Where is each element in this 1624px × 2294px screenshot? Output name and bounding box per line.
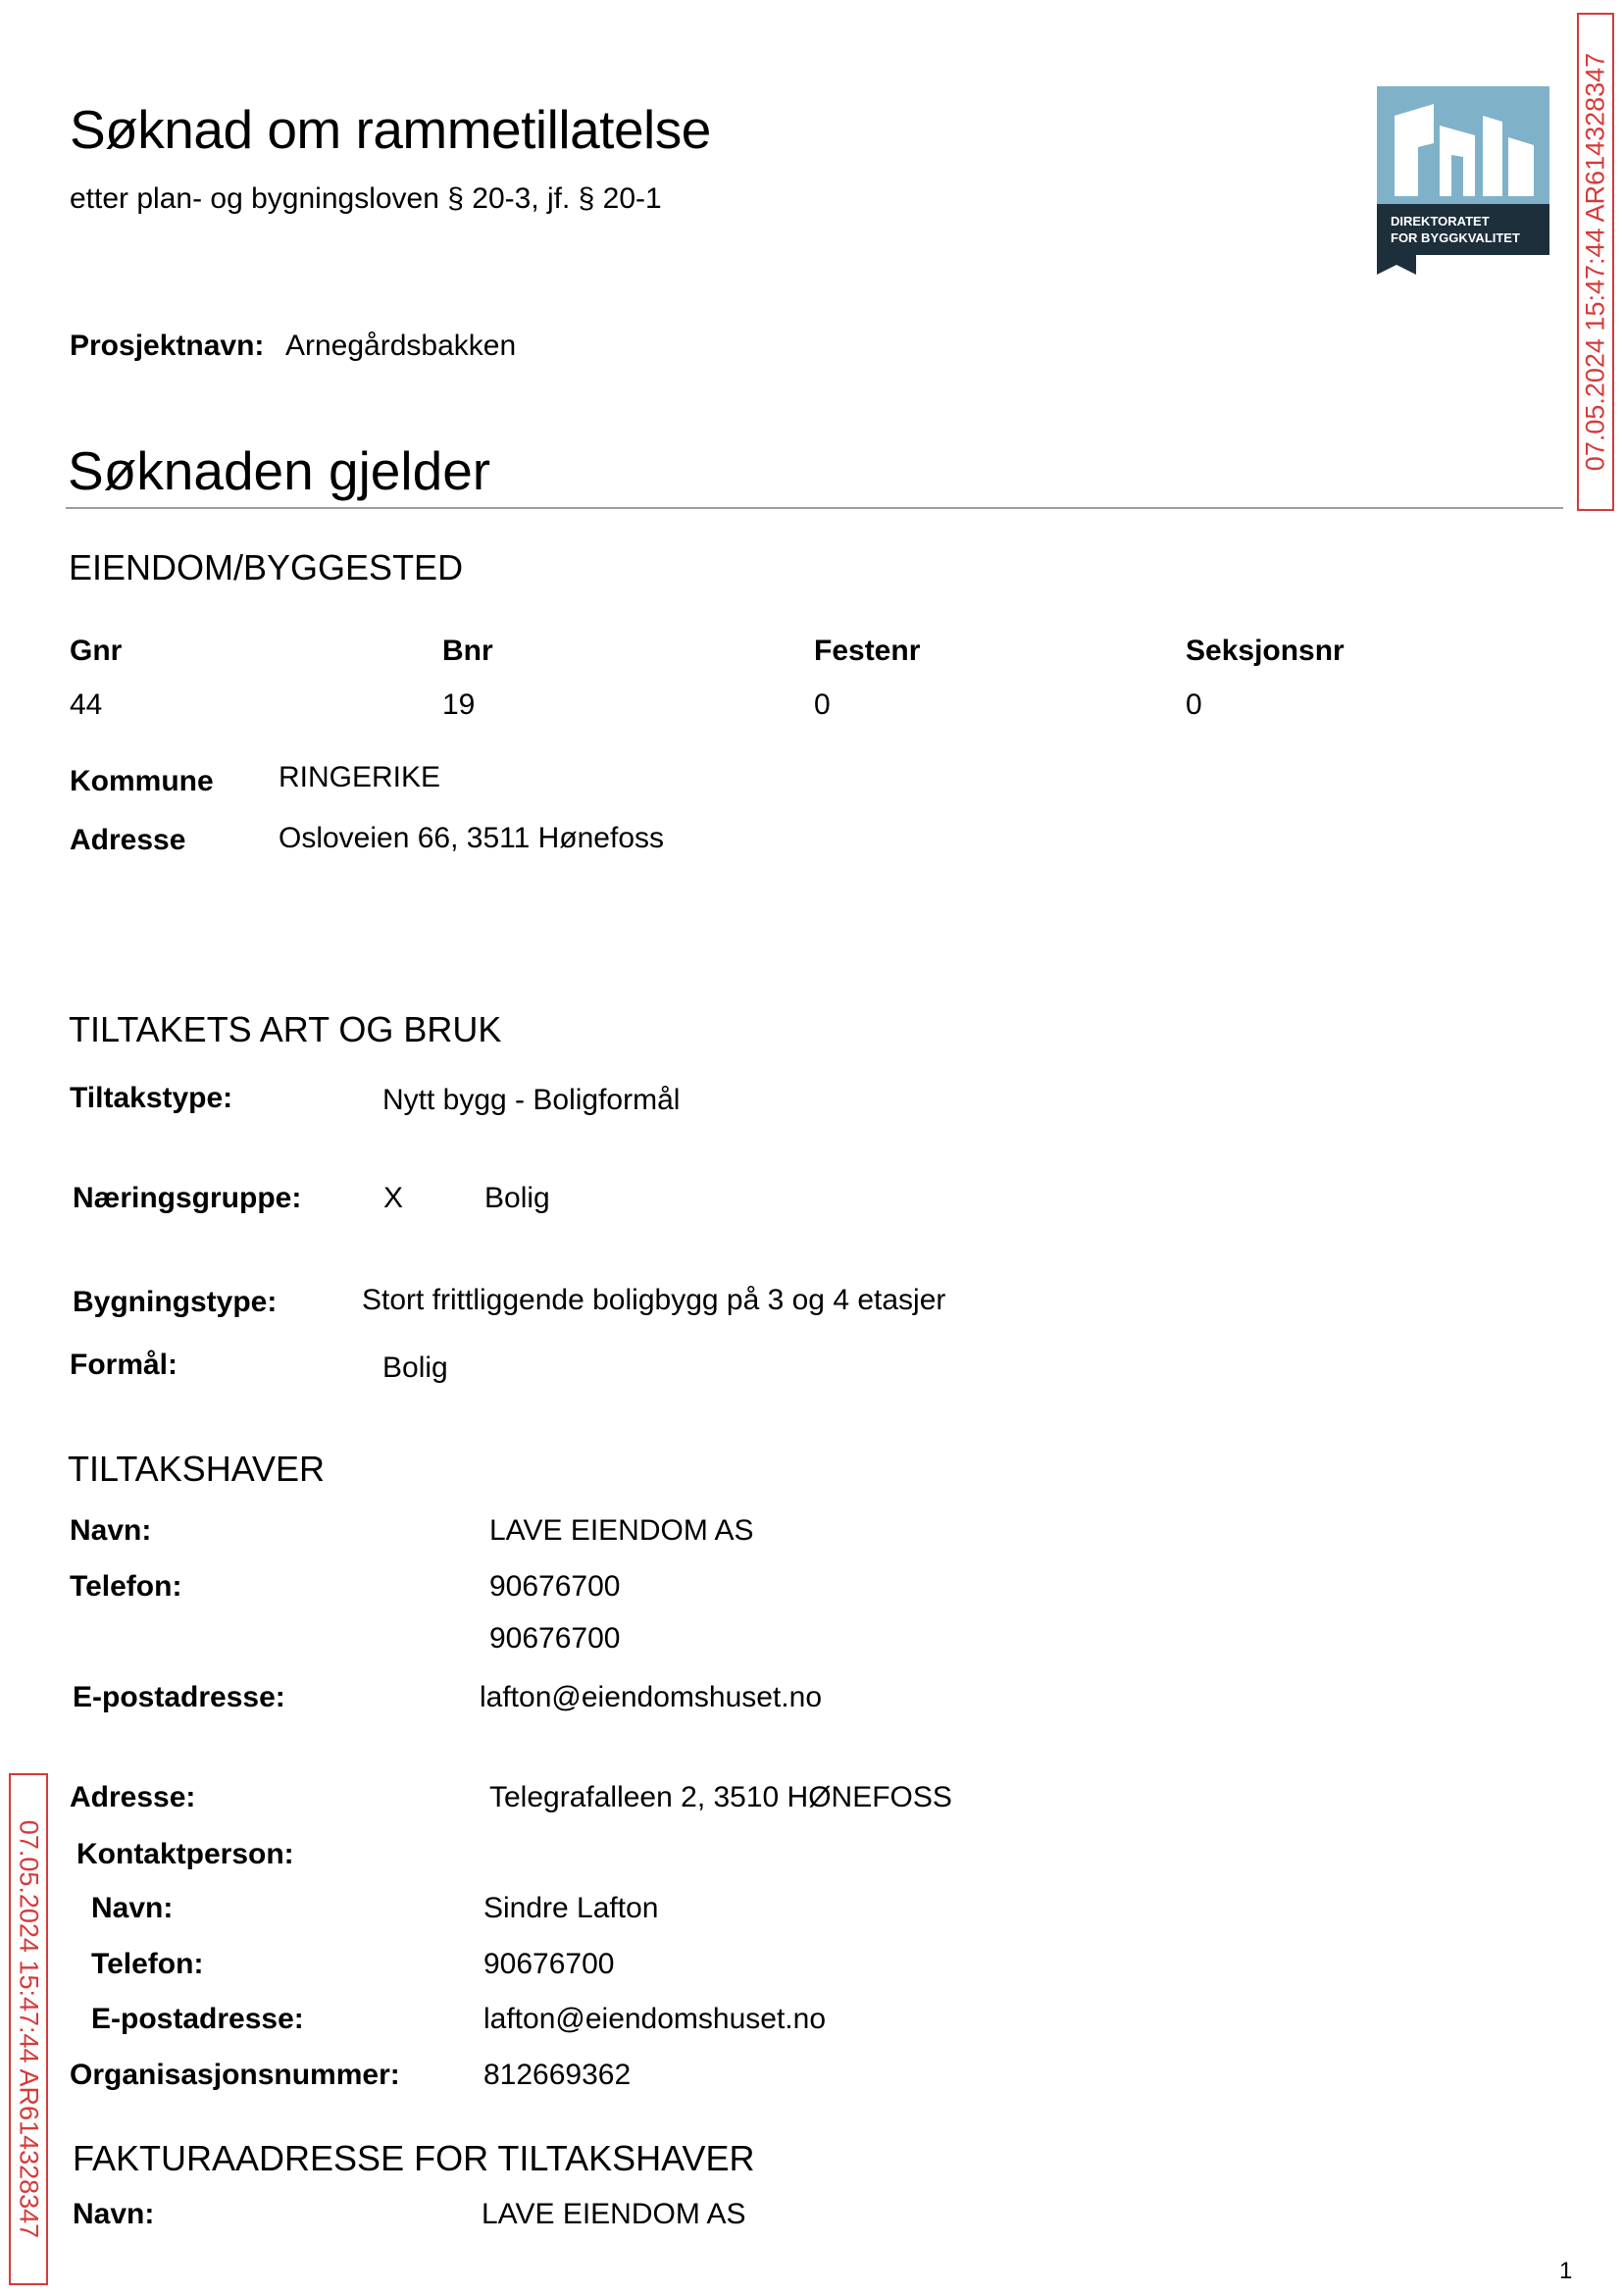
logo-text-line1: DIREKTORATET (1391, 214, 1490, 229)
kontakt-telefon-value: 90676700 (483, 1948, 615, 1980)
kontakt-navn-value: Sindre Lafton (483, 1892, 659, 1924)
faktura-heading: FAKTURAADRESSE FOR TILTAKSHAVER (73, 2138, 755, 2178)
naeringsgruppe-label: Næringsgruppe: (73, 1182, 302, 1214)
adresse-value: Osloveien 66, 3511 Hønefoss (279, 822, 665, 854)
orgnr-value: 812669362 (483, 2059, 632, 2091)
faktura-navn-value: LAVE EIENDOM AS (482, 2198, 746, 2230)
festenr-value: 0 (814, 688, 831, 721)
project-name-value: Arnegårdsbakken (285, 330, 517, 362)
document-title: Søknad om rammetillatelse (70, 99, 711, 160)
kommune-label: Kommune (70, 765, 214, 797)
tiltakstype-value: Nytt bygg - Boligformål (382, 1084, 681, 1116)
eiendom-heading: EIENDOM/BYGGESTED (69, 547, 464, 587)
formal-value: Bolig (382, 1351, 448, 1384)
kontakt-epost-label: E-postadresse: (91, 2003, 304, 2035)
tiltakshaver-navn-label: Navn: (70, 1514, 152, 1547)
kommune-value: RINGERIKE (279, 761, 441, 793)
page-number: 1 (1559, 2258, 1573, 2284)
seksjonsnr-value: 0 (1186, 688, 1202, 721)
formal-label: Formål: (70, 1349, 178, 1381)
tiltak-heading: TILTAKETS ART OG BRUK (69, 1009, 502, 1049)
section-heading: Søknaden gjelder (68, 440, 491, 501)
kontakt-epost-value: lafton@eiendomshuset.no (483, 2003, 827, 2035)
festenr-label: Festenr (814, 635, 921, 667)
gnr-label: Gnr (70, 635, 123, 667)
bygningstype-value: Stort frittliggende boligbygg på 3 og 4 etasjer (362, 1284, 946, 1316)
date-stamp-text: 07.05.2024 15:47:44 AR614328347 (1580, 52, 1610, 472)
kontakt-telefon-label: Telefon: (91, 1948, 204, 1980)
tiltakshaver-telefon-label: Telefon: (70, 1570, 182, 1603)
tiltakshaver-telefon-value: 90676700 (489, 1570, 621, 1603)
tiltakshaver-adresse-label: Adresse: (70, 1781, 196, 1813)
date-stamp-left (9, 1773, 48, 2285)
tiltakshaver-epost-value: lafton@eiendomshuset.no (480, 1681, 823, 1713)
project-name-label: Prosjektnavn: (70, 330, 265, 362)
seksjonsnr-label: Seksjonsnr (1186, 635, 1345, 667)
bygningstype-label: Bygningstype: (73, 1286, 278, 1318)
naeringsgruppe-value: Bolig (484, 1182, 550, 1214)
bnr-label: Bnr (442, 635, 493, 667)
logo-text-line2: FOR BYGGKVALITET (1391, 230, 1520, 245)
tiltakshaver-heading: TILTAKSHAVER (68, 1449, 326, 1489)
tiltakshaver-navn-value: LAVE EIENDOM AS (489, 1514, 754, 1547)
adresse-label: Adresse (70, 824, 186, 856)
section-divider (66, 507, 1563, 509)
date-stamp-text-left: 07.05.2024 15:47:44 AR614328347 (14, 1819, 44, 2239)
faktura-navn-label: Navn: (73, 2198, 155, 2230)
document-subtitle: etter plan- og bygningsloven § 20-3, jf. § 20-1 (70, 182, 662, 215)
gnr-value: 44 (70, 688, 103, 721)
dibk-logo (1377, 86, 1549, 275)
tiltakstype-label: Tiltakstype: (70, 1082, 233, 1114)
date-stamp-right (1577, 13, 1614, 511)
tiltakshaver-epost-label: E-postadresse: (73, 1681, 285, 1713)
tiltakshaver-adresse-value: Telegrafalleen 2, 3510 HØNEFOSS (489, 1781, 952, 1813)
tiltakshaver-telefon-value-2: 90676700 (489, 1622, 621, 1655)
kontakt-navn-label: Navn: (91, 1892, 174, 1924)
bnr-value: 19 (442, 688, 476, 721)
orgnr-label: Organisasjonsnummer: (70, 2059, 400, 2091)
naeringsgruppe-code: X (383, 1182, 404, 1214)
kontaktperson-label: Kontaktperson: (76, 1838, 294, 1870)
